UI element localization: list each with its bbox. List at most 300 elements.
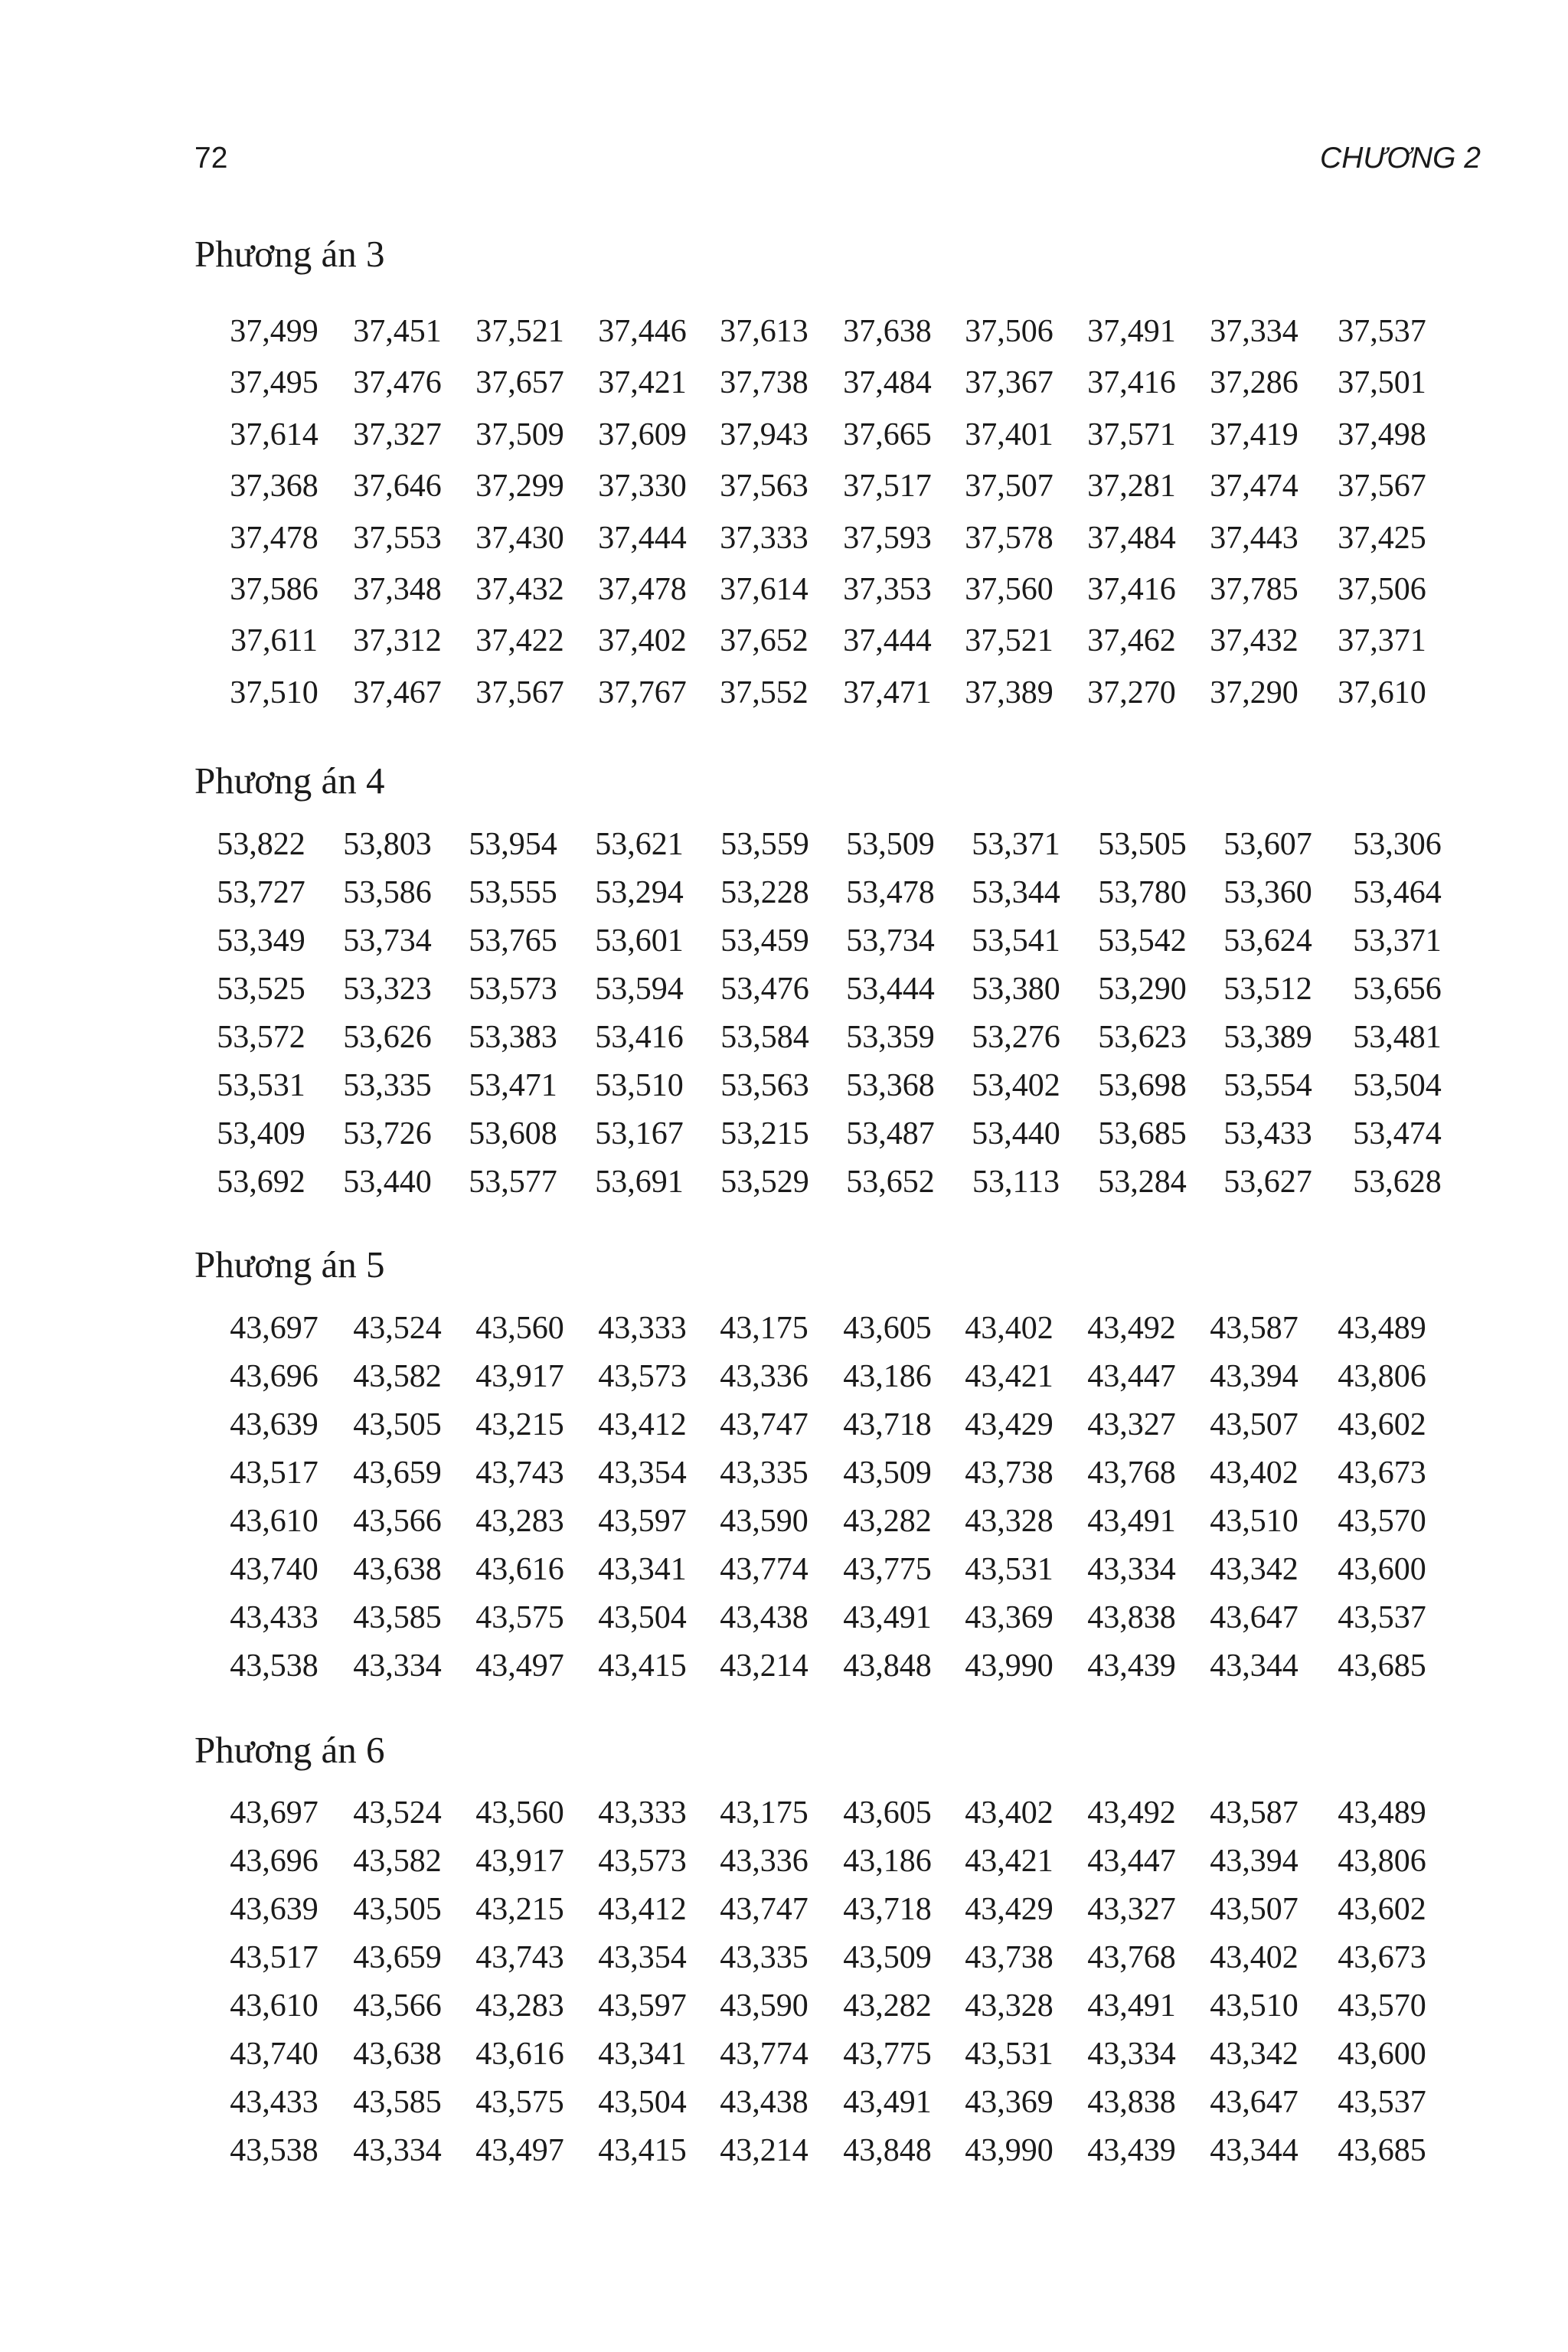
section-title: Phương án 6: [194, 1729, 385, 1771]
table-cell: 53,765: [469, 923, 557, 959]
table-cell: 37,610: [1338, 675, 1426, 710]
table-cell: 37,476: [353, 365, 442, 401]
table-cell: 43,334: [353, 1648, 442, 1684]
table-cell: 43,531: [965, 2037, 1054, 2072]
table-cell: 43,344: [1210, 1648, 1298, 1684]
table-cell: 43,505: [353, 1407, 442, 1442]
table-cell: 43,334: [353, 2133, 442, 2168]
table-row: [0, 1792, 1568, 1834]
table-cell: 53,586: [343, 875, 432, 910]
table-cell: 43,768: [1087, 1455, 1176, 1491]
table-cell: 53,371: [1353, 923, 1442, 959]
table-cell: 43,718: [843, 1407, 932, 1442]
table-cell: 53,803: [343, 827, 432, 862]
table-cell: 37,578: [965, 520, 1054, 556]
table-cell: 43,768: [1087, 1940, 1176, 1975]
table-cell: 43,659: [353, 1455, 442, 1491]
table-cell: 43,215: [475, 1407, 564, 1442]
table-cell: 43,336: [720, 1844, 808, 1879]
table-row: [0, 1888, 1568, 1931]
table-cell: 43,333: [598, 1311, 687, 1346]
table-row: [0, 968, 1568, 1011]
table-cell: 43,537: [1338, 2085, 1426, 2120]
table-cell: 37,517: [843, 469, 932, 505]
table-cell: 43,438: [720, 1600, 808, 1635]
table-cell: 43,327: [1087, 1892, 1176, 1927]
table-cell: 37,657: [475, 365, 564, 401]
table-cell: 43,369: [965, 1600, 1054, 1635]
table-cell: 43,415: [598, 1648, 687, 1684]
table-cell: 37,371: [1338, 623, 1426, 659]
table-cell: 53,594: [595, 972, 684, 1007]
table-cell: 43,507: [1210, 1407, 1298, 1442]
table-cell: 53,478: [846, 875, 935, 910]
table-cell: 43,497: [475, 1648, 564, 1684]
table-cell: 43,447: [1087, 1359, 1176, 1394]
table-cell: 53,371: [972, 827, 1060, 862]
table-cell: 43,639: [230, 1892, 318, 1927]
table-cell: 53,627: [1223, 1165, 1312, 1200]
table-row: [0, 1112, 1568, 1155]
table-cell: 53,349: [217, 923, 305, 959]
table-cell: 43,341: [598, 1552, 687, 1587]
table-cell: 43,639: [230, 1407, 318, 1442]
table-cell: 53,284: [1098, 1165, 1187, 1200]
table-cell: 43,344: [1210, 2133, 1298, 2168]
page-number: 72: [194, 142, 228, 175]
table-cell: 43,335: [720, 1455, 808, 1491]
table-cell: 43,697: [230, 1311, 318, 1346]
table-cell: 53,380: [972, 972, 1060, 1007]
table-row: [0, 1984, 1568, 2027]
table-cell: 37,419: [1210, 416, 1298, 452]
table-cell: 43,412: [598, 1407, 687, 1442]
section-title: Phương án 3: [194, 233, 385, 275]
table-cell: 53,780: [1098, 875, 1187, 910]
table-cell: 37,367: [965, 365, 1054, 401]
table-cell: 53,542: [1098, 923, 1187, 959]
table-cell: 53,344: [972, 875, 1060, 910]
table-cell: 37,521: [475, 314, 564, 349]
table-cell: 43,342: [1210, 1552, 1298, 1587]
table-cell: 43,647: [1210, 1600, 1298, 1635]
table-cell: 37,471: [843, 675, 932, 710]
table-cell: 43,283: [475, 1504, 564, 1539]
table-cell: 43,334: [1087, 2037, 1176, 2072]
table-cell: 43,582: [353, 1359, 442, 1394]
table-cell: 43,489: [1338, 1311, 1426, 1346]
table-cell: 43,336: [720, 1359, 808, 1394]
table-cell: 53,577: [469, 1165, 557, 1200]
table-cell: 43,509: [843, 1940, 932, 1975]
table-cell: 53,698: [1098, 1068, 1187, 1103]
table-cell: 43,806: [1338, 1844, 1426, 1879]
table-cell: 53,734: [846, 923, 935, 959]
table-cell: 43,659: [353, 1940, 442, 1975]
table-cell: 43,433: [230, 2085, 318, 2120]
table-cell: 37,499: [230, 314, 318, 349]
table-cell: 43,524: [353, 1795, 442, 1831]
table-cell: 37,333: [720, 520, 808, 556]
table-cell: 37,501: [1338, 365, 1426, 401]
table-cell: 37,270: [1087, 675, 1176, 710]
table-cell: 43,560: [475, 1311, 564, 1346]
table-cell: 43,575: [475, 1600, 564, 1635]
table-cell: 53,525: [217, 972, 305, 1007]
table-cell: 53,359: [846, 1020, 935, 1055]
table-cell: 43,531: [965, 1552, 1054, 1587]
table-cell: 37,353: [843, 572, 932, 607]
table-cell: 37,785: [1210, 572, 1298, 607]
table-cell: 43,504: [598, 2085, 687, 2120]
table-cell: 53,601: [595, 923, 684, 959]
table-cell: 43,429: [965, 1892, 1054, 1927]
table-cell: 53,368: [846, 1068, 935, 1103]
table-cell: 37,646: [353, 469, 442, 505]
table-cell: 53,464: [1353, 875, 1442, 910]
table-cell: 43,283: [475, 1988, 564, 2024]
table-cell: 43,718: [843, 1892, 932, 1927]
table-cell: 53,276: [972, 1020, 1060, 1055]
table-cell: 53,474: [1353, 1116, 1442, 1152]
table-cell: 37,611: [230, 623, 318, 659]
table-cell: 53,822: [217, 827, 305, 862]
table-cell: 53,440: [972, 1116, 1060, 1152]
table-cell: 37,446: [598, 314, 687, 349]
table-cell: 53,727: [217, 875, 305, 910]
table-cell: 43,560: [475, 1795, 564, 1831]
table-row: [0, 871, 1568, 914]
table-cell: 43,510: [1210, 1504, 1298, 1539]
table-cell: 37,638: [843, 314, 932, 349]
table-cell: 43,638: [353, 1552, 442, 1587]
table-cell: 43,570: [1338, 1988, 1426, 2024]
table-cell: 53,691: [595, 1165, 684, 1200]
table-cell: 43,838: [1087, 1600, 1176, 1635]
table-cell: 43,570: [1338, 1504, 1426, 1539]
table-cell: 53,113: [972, 1165, 1060, 1200]
table-row: [0, 310, 1568, 353]
table-cell: 43,421: [965, 1359, 1054, 1394]
table-cell: 43,186: [843, 1844, 932, 1879]
table-cell: 43,421: [965, 1844, 1054, 1879]
table-cell: 43,585: [353, 2085, 442, 2120]
table-cell: 43,412: [598, 1892, 687, 1927]
table-row: [0, 361, 1568, 404]
table-cell: 37,614: [230, 416, 318, 452]
table-cell: 53,563: [720, 1068, 809, 1103]
table-cell: 43,585: [353, 1600, 442, 1635]
table-cell: 37,312: [353, 623, 442, 659]
table-cell: 53,476: [720, 972, 809, 1007]
table-cell: 37,510: [230, 675, 318, 710]
table-cell: 43,590: [720, 1504, 808, 1539]
table-cell: 43,342: [1210, 2037, 1298, 2072]
table-cell: 43,327: [1087, 1407, 1176, 1442]
table-row: [0, 1645, 1568, 1687]
table-cell: 43,673: [1338, 1940, 1426, 1975]
table-cell: 37,521: [965, 623, 1054, 659]
table-cell: 43,186: [843, 1359, 932, 1394]
table-cell: 53,360: [1223, 875, 1312, 910]
table-cell: 37,652: [720, 623, 808, 659]
table-cell: 43,504: [598, 1600, 687, 1635]
table-cell: 43,433: [230, 1600, 318, 1635]
table-cell: 43,616: [475, 1552, 564, 1587]
table-cell: 43,573: [598, 1844, 687, 1879]
table-cell: 37,484: [843, 365, 932, 401]
table-cell: 43,492: [1087, 1311, 1176, 1346]
table-cell: 43,439: [1087, 2133, 1176, 2168]
table-cell: 43,917: [475, 1359, 564, 1394]
table-cell: 43,538: [230, 2133, 318, 2168]
table-cell: 43,600: [1338, 2037, 1426, 2072]
table-cell: 37,614: [720, 572, 808, 607]
table-cell: 53,624: [1223, 923, 1312, 959]
table-cell: 37,478: [230, 520, 318, 556]
table-cell: 53,335: [343, 1068, 432, 1103]
table-row: [0, 1403, 1568, 1446]
table-cell: 53,487: [846, 1116, 935, 1152]
table-cell: 37,462: [1087, 623, 1176, 659]
table-cell: 37,430: [475, 520, 564, 556]
table-row: [0, 619, 1568, 662]
table-cell: 37,432: [475, 572, 564, 607]
table-cell: 37,422: [475, 623, 564, 659]
table-cell: 43,335: [720, 1940, 808, 1975]
table-row: [0, 1936, 1568, 1979]
table-cell: 37,299: [475, 469, 564, 505]
table-cell: 43,600: [1338, 1552, 1426, 1587]
table-cell: 37,571: [1087, 416, 1176, 452]
table-cell: 53,383: [469, 1020, 557, 1055]
table-cell: 37,507: [965, 469, 1054, 505]
section-title: Phương án 4: [194, 760, 385, 802]
table-cell: 37,567: [475, 675, 564, 710]
table-cell: 43,740: [230, 1552, 318, 1587]
table-cell: 43,697: [230, 1795, 318, 1831]
table-cell: 43,616: [475, 2037, 564, 2072]
table-cell: 53,323: [343, 972, 432, 1007]
table-cell: 53,652: [846, 1165, 935, 1200]
table-row: [0, 2081, 1568, 2124]
table-cell: 37,443: [1210, 520, 1298, 556]
table-cell: 43,429: [965, 1407, 1054, 1442]
table-cell: 43,590: [720, 1988, 808, 2024]
table-cell: 37,943: [720, 416, 808, 452]
table-cell: 43,838: [1087, 2085, 1176, 2120]
table-row: [0, 517, 1568, 560]
table-cell: 43,990: [965, 2133, 1054, 2168]
table-cell: 43,597: [598, 1504, 687, 1539]
table-cell: 43,282: [843, 1988, 932, 2024]
table-cell: 43,402: [1210, 1455, 1298, 1491]
table-cell: 53,685: [1098, 1116, 1187, 1152]
table-cell: 37,560: [965, 572, 1054, 607]
table-cell: 37,484: [1087, 520, 1176, 556]
table-row: [0, 823, 1568, 866]
table-row: [0, 568, 1568, 611]
table-cell: 43,917: [475, 1844, 564, 1879]
table-cell: 43,848: [843, 1648, 932, 1684]
table-cell: 43,215: [475, 1892, 564, 1927]
table-cell: 53,529: [720, 1165, 809, 1200]
table-cell: 53,409: [217, 1116, 305, 1152]
table-cell: 43,438: [720, 2085, 808, 2120]
table-cell: 53,692: [217, 1165, 305, 1200]
table-cell: 53,628: [1353, 1165, 1442, 1200]
table-cell: 43,685: [1338, 1648, 1426, 1684]
table-cell: 53,608: [469, 1116, 557, 1152]
table-cell: 53,290: [1098, 972, 1187, 1007]
table-cell: 43,696: [230, 1844, 318, 1879]
table-cell: 43,537: [1338, 1600, 1426, 1635]
table-cell: 43,394: [1210, 1359, 1298, 1394]
table-cell: 37,665: [843, 416, 932, 452]
table-cell: 43,492: [1087, 1795, 1176, 1831]
table-cell: 43,685: [1338, 2133, 1426, 2168]
table-cell: 53,294: [595, 875, 684, 910]
table-cell: 43,775: [843, 1552, 932, 1587]
table-cell: 43,491: [1087, 1504, 1176, 1539]
table-cell: 53,504: [1353, 1068, 1442, 1103]
table-cell: 43,638: [353, 2037, 442, 2072]
table-cell: 43,517: [230, 1455, 318, 1491]
table-cell: 43,575: [475, 2085, 564, 2120]
table-cell: 43,573: [598, 1359, 687, 1394]
table-cell: 43,491: [843, 1600, 932, 1635]
table-cell: 37,401: [965, 416, 1054, 452]
table-cell: 43,647: [1210, 2085, 1298, 2120]
table-cell: 37,416: [1087, 365, 1176, 401]
table-cell: 37,552: [720, 675, 808, 710]
table-cell: 43,328: [965, 1988, 1054, 2024]
table-cell: 37,498: [1338, 416, 1426, 452]
table-cell: 53,505: [1098, 827, 1187, 862]
table-cell: 43,509: [843, 1455, 932, 1491]
table-cell: 43,602: [1338, 1407, 1426, 1442]
table-cell: 37,509: [475, 416, 564, 452]
table-cell: 43,587: [1210, 1311, 1298, 1346]
table-cell: 43,328: [965, 1504, 1054, 1539]
table-cell: 37,286: [1210, 365, 1298, 401]
table-cell: 43,738: [965, 1940, 1054, 1975]
table-cell: 43,602: [1338, 1892, 1426, 1927]
table-cell: 37,348: [353, 572, 442, 607]
table-cell: 43,369: [965, 2085, 1054, 2120]
table-cell: 53,572: [217, 1020, 305, 1055]
table-cell: 43,282: [843, 1504, 932, 1539]
table-cell: 37,609: [598, 416, 687, 452]
table-cell: 53,512: [1223, 972, 1312, 1007]
table-cell: 53,626: [343, 1020, 432, 1055]
table-cell: 37,537: [1338, 314, 1426, 349]
table-cell: 43,605: [843, 1311, 932, 1346]
table-cell: 37,334: [1210, 314, 1298, 349]
table-cell: 43,402: [965, 1795, 1054, 1831]
table-cell: 53,306: [1353, 827, 1442, 862]
table-cell: 37,586: [230, 572, 318, 607]
table-cell: 43,333: [598, 1795, 687, 1831]
table-cell: 43,497: [475, 2133, 564, 2168]
table-row: [0, 1064, 1568, 1107]
table-cell: 43,610: [230, 1988, 318, 2024]
table-cell: 43,175: [720, 1311, 808, 1346]
table-cell: 37,444: [843, 623, 932, 659]
table-cell: 37,491: [1087, 314, 1176, 349]
table-cell: 43,605: [843, 1795, 932, 1831]
table-cell: 43,510: [1210, 1988, 1298, 2024]
table-cell: 43,696: [230, 1359, 318, 1394]
table-cell: 43,740: [230, 2037, 318, 2072]
table-cell: 53,416: [595, 1020, 684, 1055]
table-cell: 43,587: [1210, 1795, 1298, 1831]
table-cell: 43,214: [720, 1648, 808, 1684]
table-cell: 53,471: [469, 1068, 557, 1103]
table-cell: 37,281: [1087, 469, 1176, 505]
table-cell: 43,447: [1087, 1844, 1176, 1879]
table-cell: 43,491: [1087, 1988, 1176, 2024]
table-cell: 43,415: [598, 2133, 687, 2168]
table-row: [0, 1355, 1568, 1398]
table-row: [0, 465, 1568, 508]
table-row: [0, 1840, 1568, 1883]
table-cell: 53,167: [595, 1116, 684, 1152]
table-cell: 53,228: [720, 875, 809, 910]
table-cell: 37,444: [598, 520, 687, 556]
table-cell: 37,368: [230, 469, 318, 505]
table-row: [0, 1016, 1568, 1059]
table-cell: 53,215: [720, 1116, 809, 1152]
table-cell: 37,425: [1338, 520, 1426, 556]
table-cell: 43,566: [353, 1504, 442, 1539]
table-cell: 43,214: [720, 2133, 808, 2168]
table-cell: 43,582: [353, 1844, 442, 1879]
table-cell: 53,734: [343, 923, 432, 959]
table-cell: 43,747: [720, 1892, 808, 1927]
table-cell: 37,327: [353, 416, 442, 452]
table-cell: 37,402: [598, 623, 687, 659]
table-cell: 37,467: [353, 675, 442, 710]
table-cell: 53,554: [1223, 1068, 1312, 1103]
table-cell: 43,175: [720, 1795, 808, 1831]
table-cell: 37,389: [965, 675, 1054, 710]
table-cell: 43,354: [598, 1455, 687, 1491]
table-cell: 43,806: [1338, 1359, 1426, 1394]
table-cell: 43,491: [843, 2085, 932, 2120]
table-cell: 43,775: [843, 2037, 932, 2072]
table-cell: 43,848: [843, 2133, 932, 2168]
table-cell: 43,673: [1338, 1455, 1426, 1491]
table-cell: 37,506: [965, 314, 1054, 349]
table-cell: 43,774: [720, 1552, 808, 1587]
table-cell: 43,489: [1338, 1795, 1426, 1831]
table-cell: 53,726: [343, 1116, 432, 1152]
table-cell: 53,954: [469, 827, 557, 862]
table-cell: 43,394: [1210, 1844, 1298, 1879]
table-cell: 43,743: [475, 1940, 564, 1975]
table-cell: 53,510: [595, 1068, 684, 1103]
table-cell: 37,451: [353, 314, 442, 349]
table-row: [0, 1161, 1568, 1204]
table-cell: 37,738: [720, 365, 808, 401]
table-cell: 37,416: [1087, 572, 1176, 607]
table-cell: 53,402: [972, 1068, 1060, 1103]
chapter-header: CHƯƠNG 2: [1320, 142, 1481, 175]
table-cell: 53,656: [1353, 972, 1442, 1007]
table-row: [0, 1596, 1568, 1639]
table-cell: 53,509: [846, 827, 935, 862]
